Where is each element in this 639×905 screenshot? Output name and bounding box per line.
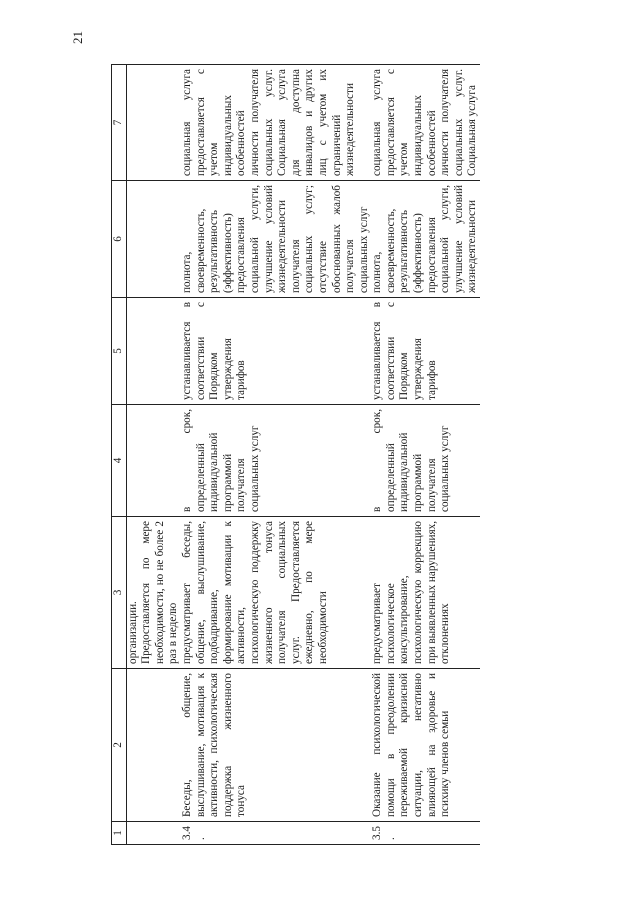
service-tariff: устанавливается в соответствии с Порядком утверждения тарифов	[371, 298, 480, 405]
service-term: в срок, определенный индивидуальной программой получателя социальных услуг	[181, 405, 371, 517]
continuation-description: организации. Предоставляется по мере необходимости, но не более 2 раз в неделю	[126, 517, 181, 669]
column-number: 7	[112, 65, 127, 181]
column-number: 5	[112, 298, 127, 405]
service-tariff: устанавливается в соответствии с Порядком утверждения тарифов	[181, 298, 371, 405]
continuation-cell-empty	[126, 298, 181, 405]
service-conditions: социальная услуга предоставляется с учетом индивидуальных особенностей личности получателя социальных услуг. Социальная услуга	[371, 65, 480, 181]
service-description: предусматривает психологическое консультирование, психологическую коррекцию при выявленных нарушениях, отклонениях	[371, 517, 480, 669]
quality-indicators: полнота, своевременность, результативность (эффективность) предоставления социальной услуги, улучшение условий жизнедеятельности получателя социальных услуг; отсутствие обоснованных жалоб получателя социальных услуг	[181, 181, 371, 298]
column-number: 3	[112, 517, 127, 669]
document-table-rotated	[111, 65, 526, 845]
continuation-row	[126, 65, 181, 845]
table-row	[181, 65, 371, 845]
row-number: 3.4.	[181, 822, 371, 845]
page-number: 21	[70, 31, 85, 44]
table-row	[371, 65, 480, 845]
column-number-row	[112, 65, 127, 845]
service-name: Оказание психологической помощи в преодолении переживаемой кризисной ситуации, негативно влияющей на здоровье и психику членов семьи	[371, 669, 480, 822]
services-table	[111, 64, 480, 845]
continuation-cell-empty	[126, 181, 181, 298]
continuation-cell-empty	[126, 669, 181, 822]
column-number: 6	[112, 181, 127, 298]
column-number: 1	[112, 822, 127, 845]
column-number: 4	[112, 405, 127, 517]
service-description: предусматривает беседы, общение, выслушивание, подбадривание, формирование мотивации к активности, психологическую поддержку жизненного тонуса получателя социальных услуг. Предоставляется ежедневно, по мере необходимости	[181, 517, 371, 669]
service-name: Беседы, общение, выслушивание, мотивация к активности, психологическая поддержка жизненного тонуса	[181, 669, 371, 822]
service-conditions: социальная услуга предоставляется с учетом индивидуальных особенностей личности получателя социальных услуг. Социальная услуга для доступна инвалидов и других лиц с учетом их ограничений жизнедеятельности	[181, 65, 371, 181]
continuation-cell-empty	[126, 65, 181, 181]
continuation-cell-empty	[126, 822, 181, 845]
service-term: в срок, определенный индивидуальной программой получателя социальных услуг	[371, 405, 480, 517]
quality-indicators: полнота, своевременность, результативность (эффективность) предоставления социальной услуги, улучшение условий жизнедеятельности	[371, 181, 480, 298]
column-number: 2	[112, 669, 127, 822]
continuation-cell-empty	[126, 405, 181, 517]
row-number: 3.5.	[371, 822, 480, 845]
